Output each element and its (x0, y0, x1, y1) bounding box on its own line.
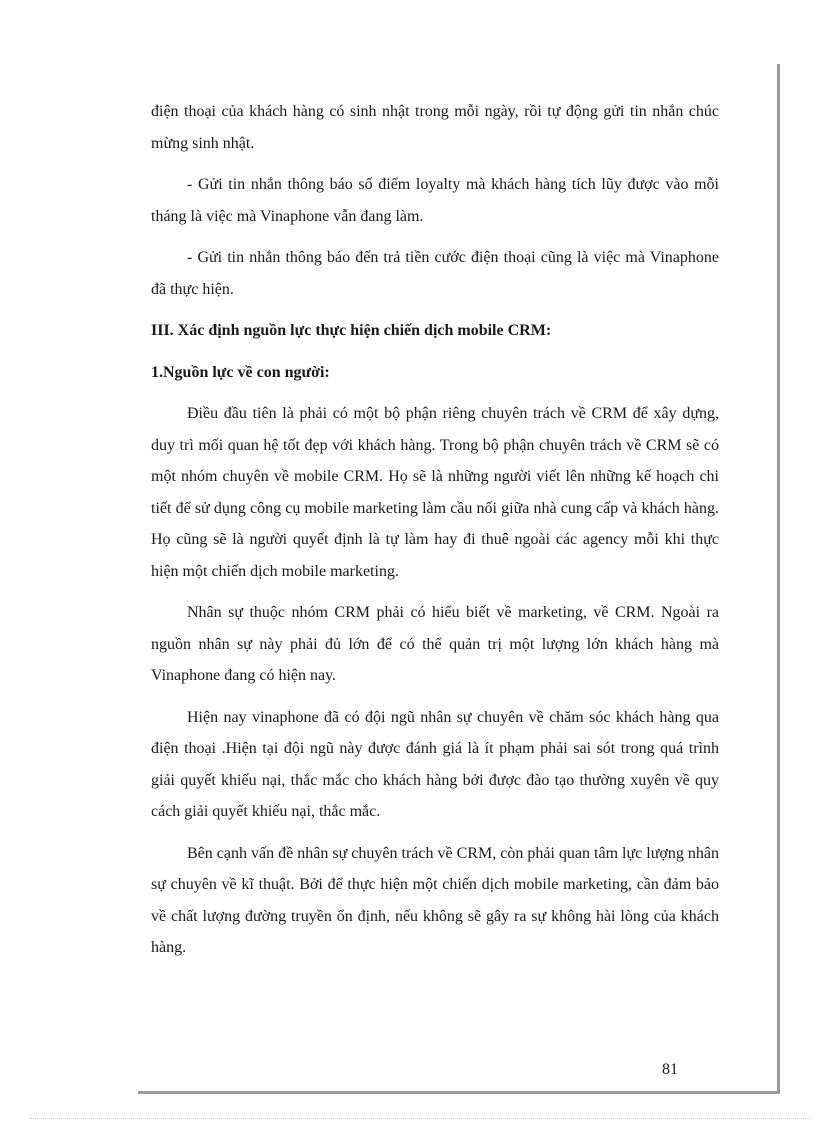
paragraph-billing-sms: - Gửi tin nhắn thông báo đến trả tiền cước điện thoại cũng là việc mà Vinaphone đã thực hiện. (151, 249, 719, 298)
footer-divider (30, 1118, 810, 1119)
document-body (151, 96, 719, 974)
paragraph-loyalty-sms: - Gửi tin nhắn thông báo số điểm loyalty mà khách hàng tích lũy được vào mỗi tháng là việc mà Vinaphone vẫn đang làm. (151, 176, 719, 225)
paragraph-technical-staff: Bên cạnh vấn đề nhân sự chuyên trách về CRM, còn phải quan tâm lực lượng nhân sự chuyên về kĩ thuật. Bởi để thực hiện một chiến dịch mobile marketing, cần đảm bảo về chất lượng đường truyền ổn định, nếu không sẽ gây ra sự không hài lòng của khách hàng. (151, 844, 719, 956)
subsection-heading: 1.Nguồn lực về con người: (151, 363, 330, 381)
paragraph-crm-staff: Nhân sự thuộc nhóm CRM phải có hiểu biết về marketing, về CRM. Ngoài ra nguồn nhân sự này phải đủ lớn để có thể quản trị một lượng lớn khách hàng mà Vinaphone đang có hiện nay. (151, 604, 719, 684)
page-number: 81 (662, 1061, 678, 1078)
paragraph-customer-care: Hiện nay vinaphone đã có đội ngũ nhân sự chuyên về chăm sóc khách hàng qua điện thoại .Hiện tại đội ngũ này được đánh giá là ít phạm phải sai sót trong quá trình giải quyết khiếu nại, thắc mắc cho khách hàng bởi được đào tạo thường xuyên về quy cách giải quyết khiếu nại, thắc mắc. (151, 708, 719, 820)
paragraph-birthday-sms: điện thoại của khách hàng có sinh nhật trong mỗi ngày, rồi tự động gửi tin nhắn chúc mừng sinh nhật. (151, 103, 719, 152)
section-heading: III. Xác định nguồn lực thực hiện chiến dịch mobile CRM: (151, 322, 552, 339)
paragraph-crm-department: Điều đầu tiên là phải có một bộ phận riêng chuyên trách về CRM để xây dựng, duy trì mối quan hệ tốt đẹp với khách hàng. Trong bộ phận chuyên trách về CRM sẽ có một nhóm chuyên về mobile CRM. Họ sẽ là những người viết lên những kế hoạch chi tiết để sử dụng công cụ mobile marketing làm cầu nối giữa nhà cung cấp và khách hàng. Họ cũng sẽ là người quyết định là tự làm hay đi thuê ngoài các agency mỗi khi thực hiện một chiến dịch mobile marketing. (151, 405, 719, 580)
